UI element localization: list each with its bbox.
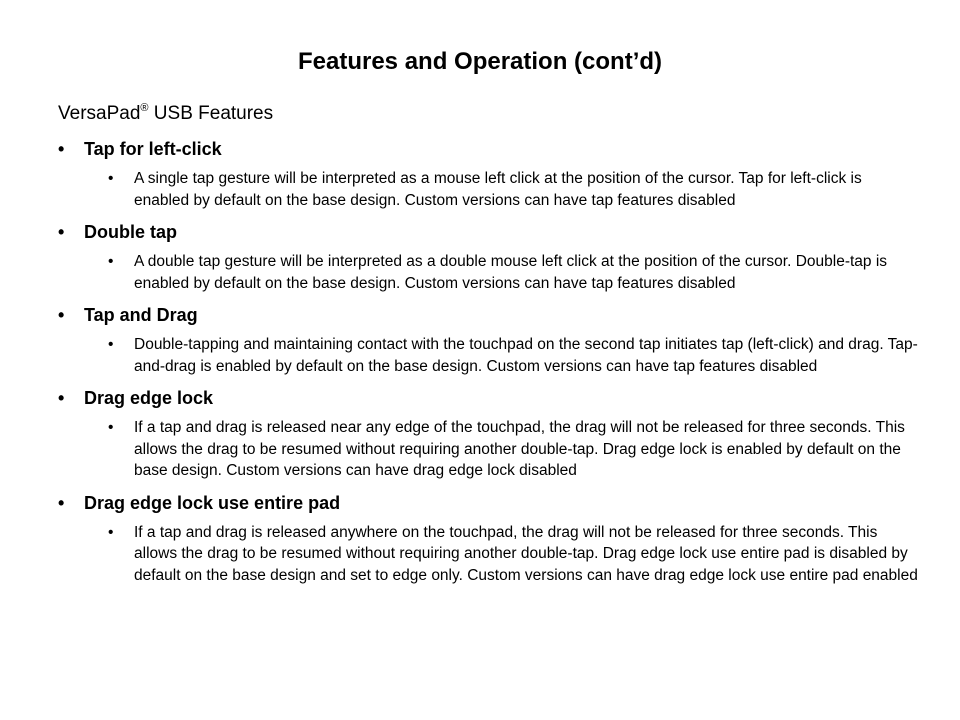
bullet-icon: • <box>58 388 65 408</box>
feature-heading <box>58 386 918 410</box>
feature-description <box>108 522 918 587</box>
feature-heading-text: Drag edge lock use entire pad <box>84 492 341 513</box>
bullet-icon: • <box>58 222 65 242</box>
feature-description-text: If a tap and drag is released anywhere on the touchpad, the drag will not be released for three seconds. This allows the drag to be resumed without requiring another double-tap. Drag edge lock use entire pad is disabled by default on the base design and set to edge only. Custom versions can have drag edge lock use entire pad enabled <box>134 523 918 584</box>
sub-bullet-icon: • <box>108 253 114 270</box>
feature-description-text: A single tap gesture will be interpreted as a mouse left click at the position of the cursor. Tap for left-click is enabled by default on the base design. Custom versions can have tap features disabled <box>134 170 862 209</box>
feature-list <box>58 137 918 586</box>
feature-heading <box>58 220 918 244</box>
bullet-icon: • <box>58 139 65 159</box>
feature-heading-text: Tap and Drag <box>84 305 198 325</box>
bullet-icon: • <box>58 492 65 513</box>
slide-subtitle <box>58 101 273 127</box>
sub-bullet-icon: • <box>108 419 114 436</box>
feature-description <box>108 334 918 377</box>
feature-heading <box>58 303 918 327</box>
feature-item <box>58 491 918 587</box>
feature-description <box>108 417 918 482</box>
feature-heading-text: Drag edge lock <box>84 388 214 408</box>
feature-heading <box>58 137 918 161</box>
sub-bullet-icon: • <box>108 170 114 187</box>
bullet-icon: • <box>58 305 65 325</box>
feature-description-text: If a tap and drag is released near any edge of the touchpad, the drag will not be released for three seconds. This allows the drag to be resumed without requiring another double-tap. Drag edge lock is enabled by default on the base design. Custom versions can have drag edge lock disabled <box>134 419 905 479</box>
sub-bullet-icon: • <box>108 523 114 541</box>
feature-description <box>108 251 918 294</box>
feature-description <box>108 168 918 211</box>
subtitle-suffix: USB Features <box>148 103 274 124</box>
slide-title: Features and Operation (cont’d) <box>297 48 663 75</box>
feature-heading <box>58 491 918 515</box>
feature-description-text: A double tap gesture will be interpreted as a double mouse left click at the position of the cursor. Double-tap is enabled by default on the base design. Custom versions can have tap features disabled <box>134 253 888 292</box>
product-name: VersaPad <box>58 103 141 124</box>
feature-item <box>58 386 918 482</box>
feature-item <box>58 303 918 377</box>
registered-mark: ® <box>140 102 149 114</box>
feature-description-text: Double-tapping and maintaining contact with the touchpad on the second tap initiates tap (left-click) and drag. Tap-and-drag is enabled by default on the base design. Custom versions can have tap features disabled <box>134 336 918 375</box>
feature-item <box>58 137 918 211</box>
feature-item <box>58 220 918 294</box>
feature-heading-text: Tap for left-click <box>84 139 222 159</box>
feature-heading-text: Double tap <box>84 222 177 242</box>
sub-bullet-icon: • <box>108 336 114 353</box>
